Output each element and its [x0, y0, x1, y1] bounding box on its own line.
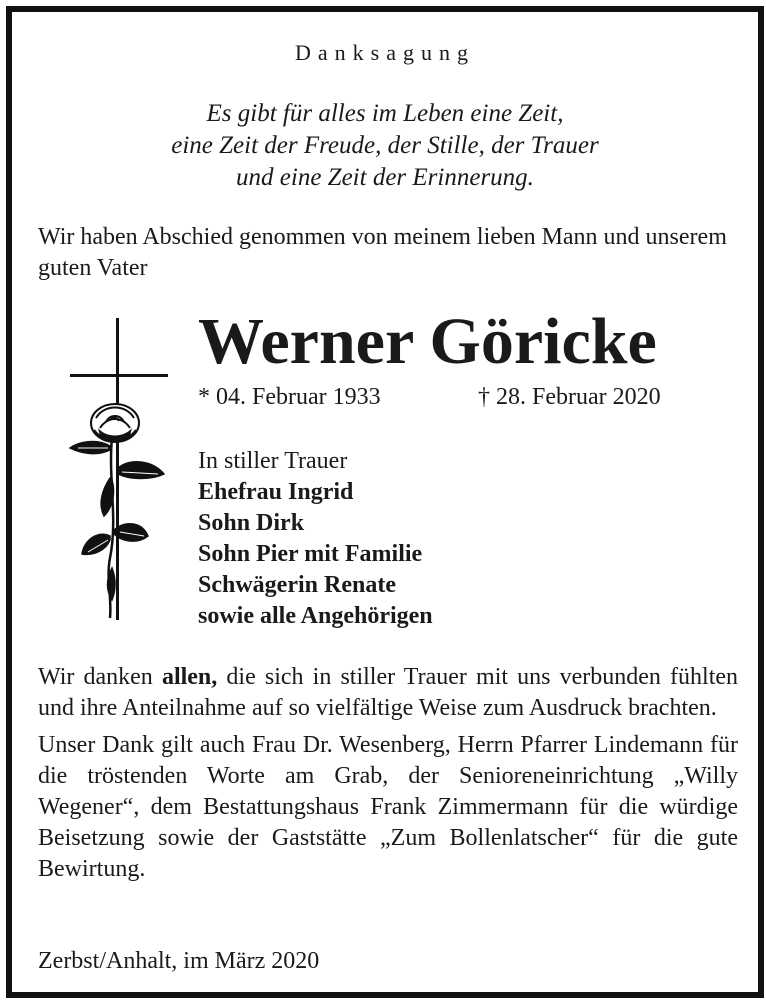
intro-text: Wir haben Abschied genommen von meinem lieben Mann und unserem guten Vater [38, 224, 727, 281]
thanks-paragraph-2: Unser Dank gilt auch Frau Dr. Wesenberg, Herrn Pfarrer Lindemann für die tröstenden Worte am Grab, der Senioreneinrichtung „Willy Wegener“, dem Bestattungshaus Frank Zimmermann für die würdige Beisetzung sowie der Gaststätte „Zum Bollenlatscher“ für die gute Bewirtung. [38, 732, 738, 882]
mourner-item: Sohn Dirk [198, 510, 305, 536]
heading: Danksagung [295, 40, 475, 65]
life-dates [198, 382, 698, 413]
mourner-item: Sohn Pier mit Familie [198, 541, 423, 567]
poem-line-2: eine Zeit der Freude, der Stille, der Trauer [171, 132, 599, 159]
mourner-item: Ehefrau Ingrid [198, 479, 354, 505]
mourners-block [198, 446, 718, 632]
poem [12, 98, 758, 194]
thanks-p1-start: Wir danken [38, 664, 153, 690]
thanks-paragraph-1 [38, 662, 738, 724]
mourner-item: sowie alle Angehörigen [198, 603, 433, 629]
thanks-p1-rest: die sich in stiller Trauer mit uns verbunden fühlten und ihre Anteilnahme auf so vielfältige Weise zum Ausdruck brachten. [38, 664, 739, 721]
deceased-name: Werner Göricke [198, 305, 657, 378]
poem-line-1: Es gibt für alles im Leben eine Zeit, [206, 100, 564, 127]
mourner-item: Schwägerin Renate [198, 572, 396, 598]
thanks-section [38, 662, 738, 891]
poem-line-3: und eine Zeit der Erinnerung. [236, 164, 534, 191]
death-date: † 28. Februar 2020 [478, 384, 661, 410]
cross-with-rose-icon [60, 318, 170, 620]
birth-date: * 04. Februar 1933 [198, 384, 381, 410]
obituary-frame [6, 6, 764, 998]
mourners-intro: In stiller Trauer [198, 448, 348, 474]
thanks-p1-bold: allen, [161, 664, 218, 690]
place-date: Zerbst/Anhalt, im März 2020 [38, 948, 320, 974]
